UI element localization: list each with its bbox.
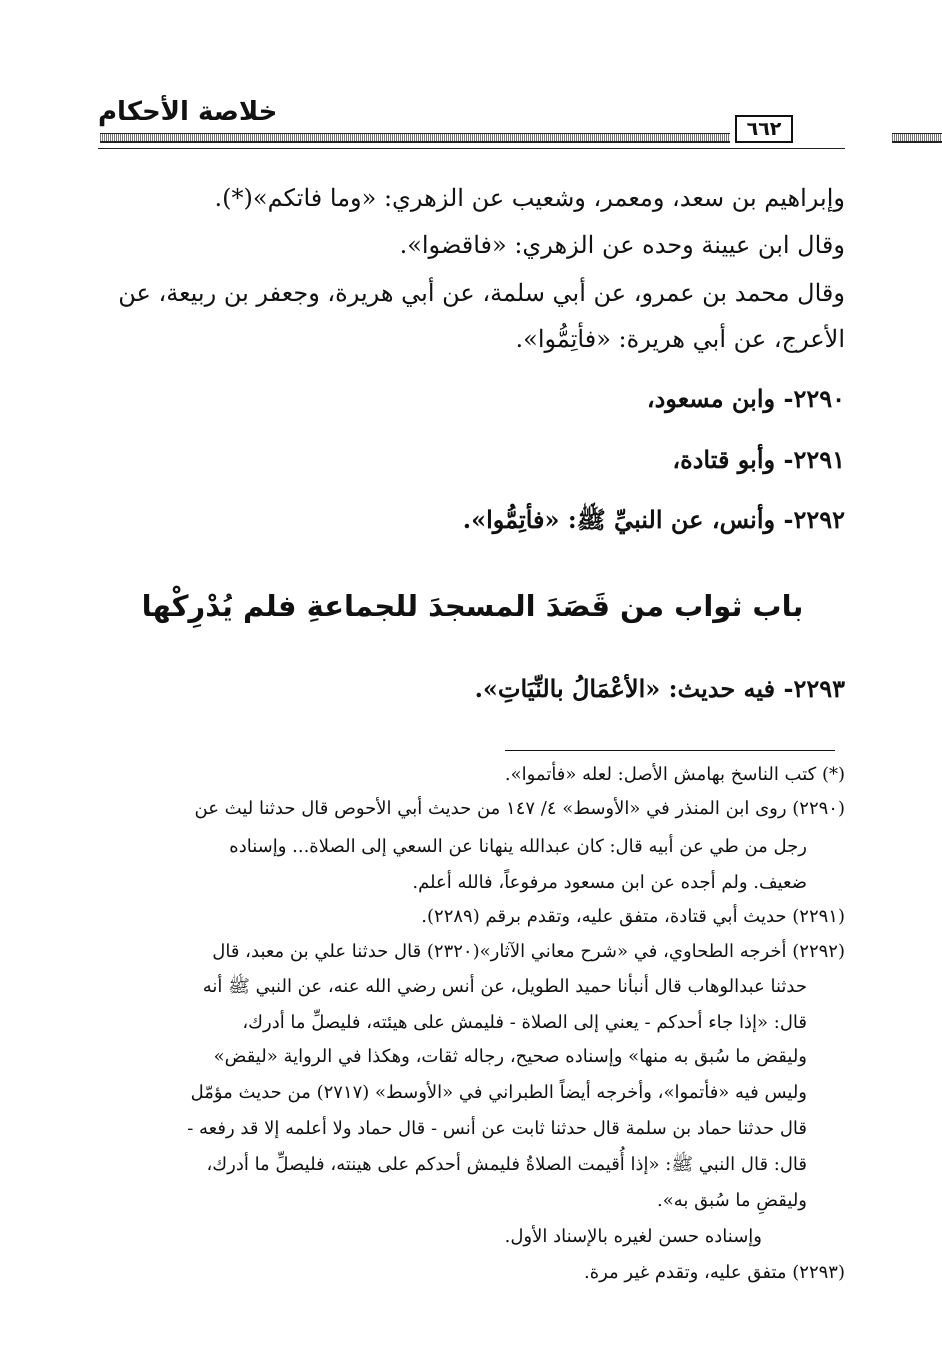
header-ornament-rule <box>100 130 845 148</box>
footnote-line: قال: «إذا جاء أحدكم - يعني إلى الصلاة - فليمش على هيئته، فليصلِّ ما أدرك، <box>242 1012 807 1033</box>
footnote-line: (٢٢٩٠) روى ابن المنذر في «الأوسط» ٤/ ١٤٧ من حديث أبي الأحوص قال حدثنا ليث عن <box>194 798 845 819</box>
hadith-2292: ٢٢٩٢- وأنس، عن النبيِّ ﷺ: «فأتِمُّوا». <box>462 505 845 534</box>
footnote-line: (٢٢٩٣) متفق عليه، وتقدم غير مرة. <box>583 1262 845 1283</box>
footnote-line: حدثنا عبدالوهاب قال أنبأنا حميد الطويل، عن أنس رضي الله عنه، عن النبي ﷺ أنه <box>202 976 807 997</box>
footnote-line: (*) كتب الناسخ بهامش الأصل: لعله «فأتموا». <box>504 764 845 785</box>
footnote-line: رجل من طي عن أبيه قال: كان عبدالله ينهانا عن السعي إلى الصلاة... وإسناده <box>229 836 807 857</box>
footnote-line: قال حدثنا حماد بن سلمة قال حدثنا ثابت عن أنس - قال حماد ولا أعلمه إلا قد رفعه - <box>187 1118 807 1139</box>
hadith-2290: ٢٢٩٠- وابن مسعود، <box>646 384 845 413</box>
footnote-line: (٢٢٩٢) أخرجه الطحاوي، في «شرح معاني الآثار»(٢٣٢٠) قال حدثنا علي بن معبد، قال <box>212 941 845 962</box>
footnote-line: قال: قال النبي ﷺ: «إذا أُقيمت الصلاةُ فليمش أحدكم على هينته، فليصلِّ ما أدرك، <box>206 1154 807 1175</box>
running-header-title: خلاصة الأحكام <box>98 97 278 127</box>
hadith-2291: ٢٢٩١- وأبو قتادة، <box>672 445 845 474</box>
header-divider <box>98 148 845 149</box>
header-rule-right <box>892 133 942 143</box>
page-number: ٦٦٢ <box>735 115 793 143</box>
hadith-2293: ٢٢٩٣- فيه حديث: «الأعْمَالُ بالنِّيَاتِ». <box>474 674 845 703</box>
header-rule-left <box>100 133 730 143</box>
footnote-line: وليقض ما سُبق به منها» وإسناده صحيح، رجاله ثقات، وهكذا في الرواية «ليقض» <box>213 1046 807 1067</box>
footnote-separator <box>505 750 835 751</box>
footnote-line: وإسناده حسن لغيره بالإسناد الأول. <box>504 1226 762 1247</box>
footnote-line: ضعيف. ولم أجده عن ابن مسعود مرفوعاً، فالله أعلم. <box>412 872 807 893</box>
body-line-1: وإبراهيم بن سعد، ومعمر، وشعيب عن الزهري: «وما فاتكم»(*). <box>214 184 845 212</box>
body-line-4: الأعرج، عن أبي هريرة: «فأتِمُّوا». <box>515 325 845 353</box>
footnote-line: وليقضِ ما سُبق به». <box>657 1190 807 1211</box>
body-line-3: وقال محمد بن عمرو، عن أبي سلمة، عن أبي هريرة، وجعفر بن ربيعة، عن <box>118 279 845 307</box>
chapter-title: باب ثواب من قَصَدَ المسجدَ للجماعةِ فلم يُدْرِكْها <box>141 589 804 623</box>
footnote-line: وليس فيه «فأتموا»، وأخرجه أيضاً الطبراني في «الأوسط» (٢٧١٧) من حديث مؤمّل <box>190 1082 807 1103</box>
footnote-line: (٢٢٩١) حديث أبي قتادة، متفق عليه، وتقدم برقم (٢٢٨٩). <box>421 906 845 927</box>
body-line-2: وقال ابن عيينة وحده عن الزهري: «فاقضوا». <box>399 231 845 259</box>
